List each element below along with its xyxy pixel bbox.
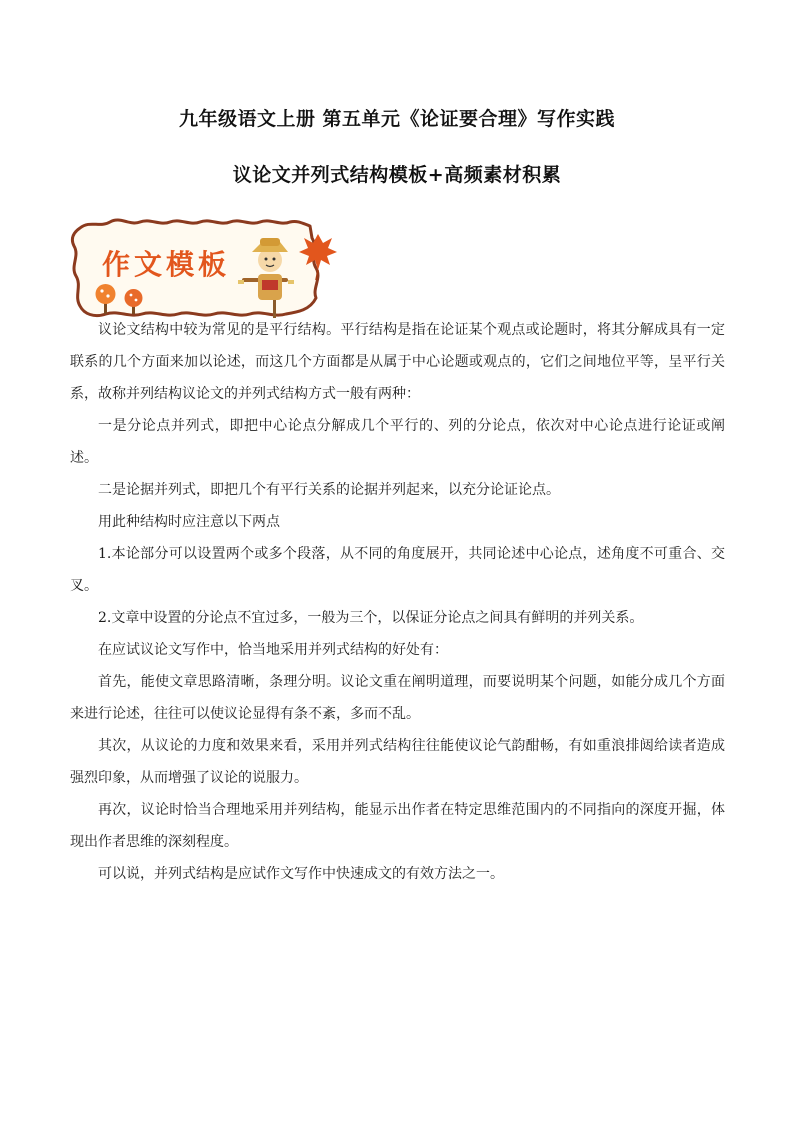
paragraph: 二是论据并列式，即把几个有平行关系的论据并列起来，以充分论证论点。	[98, 482, 560, 498]
paragraph: 其次，从议论的力度和效果来看，采用并列式结构往往能使议论气韵酣畅，有如重浪排闼给读者造成强烈印象，从而增强了议论的说服力。	[70, 738, 725, 786]
paragraph: 1.本论部分可以设置两个或多个段落，从不同的角度展开，共同论述中心论点，述角度不可重合、交叉。	[70, 546, 725, 594]
paragraph: 可以说，并列式结构是应试作文写作中快速成文的有效方法之一。	[98, 866, 504, 882]
article-body	[70, 314, 725, 890]
document-subtitle: 议论文并列式结构模板+高频素材积累	[232, 164, 562, 186]
banner-label: 作文模板	[102, 248, 231, 281]
composition-template-banner	[66, 214, 338, 324]
paragraph: 用此种结构时应注意以下两点	[98, 514, 280, 530]
paragraph: 在应试议论文写作中，恰当地采用并列式结构的好处有：	[98, 642, 448, 658]
document-title: 九年级语文上册 第五单元《论证要合理》写作实践	[178, 108, 616, 130]
paragraph: 一是分论点并列式，即把中心论点分解成几个平行的、列的分论点，依次对中心论点进行论证或阐述。	[70, 418, 725, 466]
paragraph: 议论文结构中较为常见的是平行结构。平行结构是指在论证某个观点或论题时，将其分解成具有一定联系的几个方面来加以论述，而这几个方面都是从属于中心论题或观点的，它们之间地位平等，呈平行关系，故称并列结构议论文的并列式结构方式一般有两种：	[70, 322, 725, 402]
paragraph: 首先，能使文章思路清晰，条理分明。议论文重在阐明道理，而要说明某个问题，如能分成几个方面来进行论述，往往可以使议论显得有条不紊，多而不乱。	[70, 674, 725, 722]
paragraph: 再次，议论时恰当合理地采用并列结构，能显示出作者在特定思维范围内的不同指向的深度开掘，体现出作者思维的深刻程度。	[70, 802, 725, 850]
paragraph: 2.文章中设置的分论点不宜过多，一般为三个，以保证分论点之间具有鲜明的并列关系。	[98, 610, 644, 626]
